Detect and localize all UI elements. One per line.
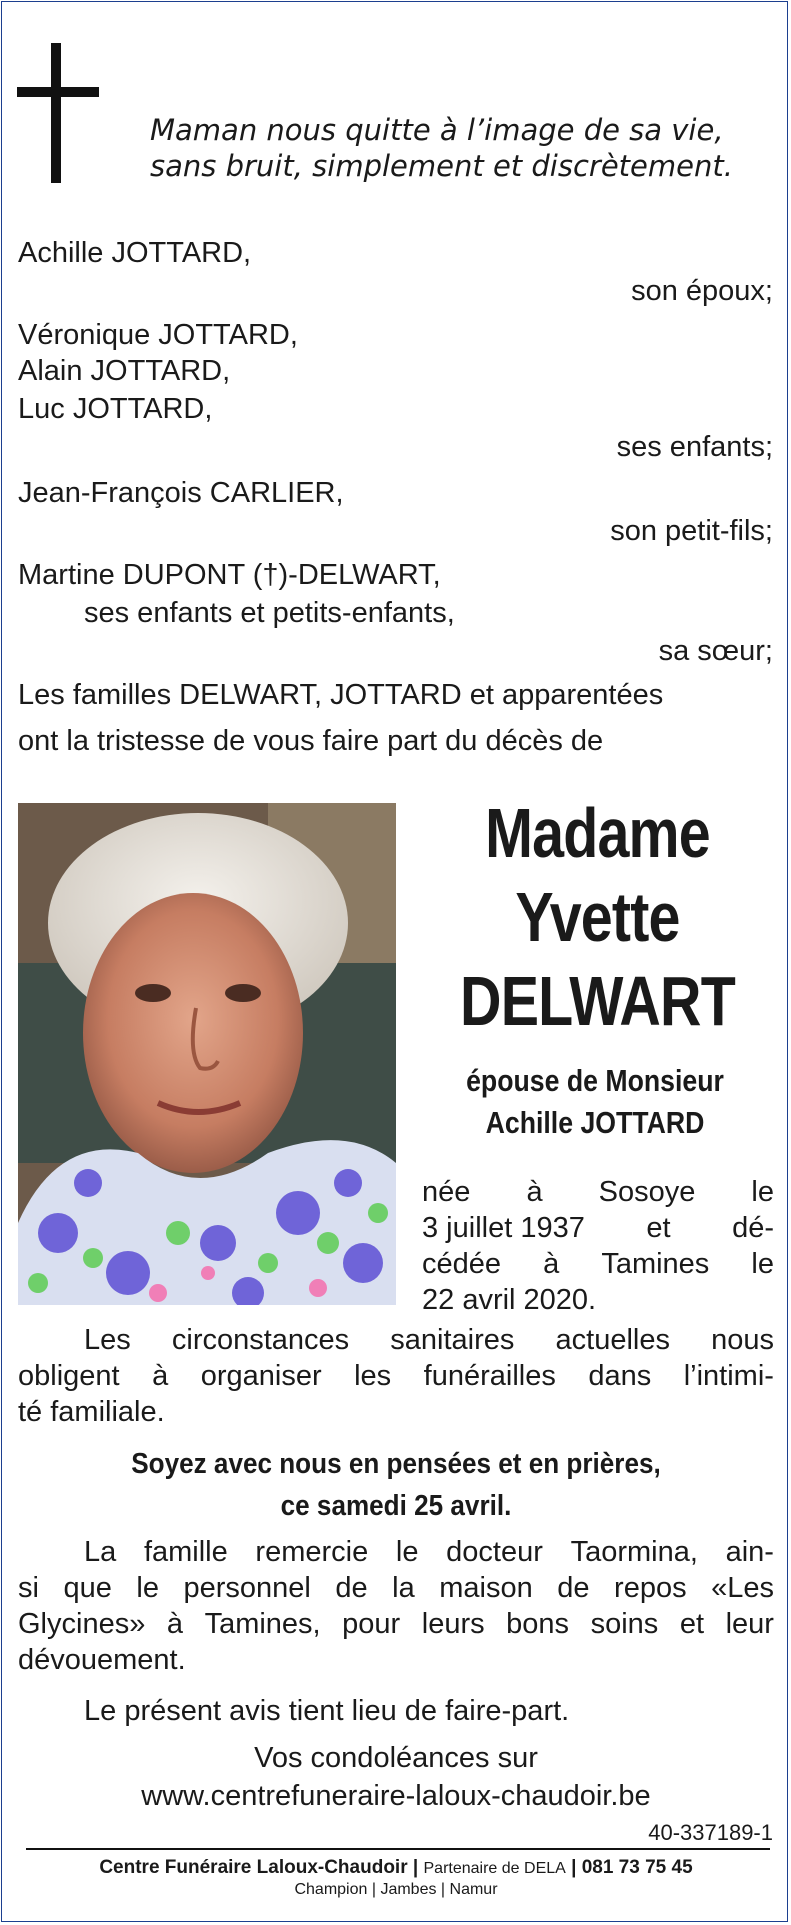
condolences-label: Vos condoléances sur	[254, 1742, 538, 1774]
word: les	[354, 1360, 392, 1392]
word: organiser	[200, 1360, 322, 1392]
word: bons	[506, 1608, 570, 1640]
word: et	[646, 1212, 671, 1244]
word: née	[422, 1176, 471, 1208]
word: Tamines	[601, 1248, 710, 1280]
word: à	[166, 1608, 184, 1640]
footer-line	[18, 1856, 774, 1881]
word: à	[543, 1248, 560, 1280]
relation-label: ses enfants;	[616, 431, 773, 463]
word: Sosoye	[598, 1176, 696, 1208]
family-name: Alain JOTTARD,	[18, 355, 231, 387]
paragraph-line	[18, 1642, 774, 1678]
paragraph-line	[18, 1322, 774, 1358]
birth-line	[422, 1282, 774, 1318]
deceased-photo	[18, 803, 396, 1305]
word: le	[751, 1176, 774, 1208]
paragraph-line	[18, 1570, 774, 1606]
word: leur	[725, 1608, 774, 1640]
word: la	[392, 1572, 415, 1604]
word: ain-	[725, 1536, 774, 1568]
word: de	[557, 1572, 590, 1604]
word: La	[84, 1536, 117, 1568]
birth-line	[422, 1174, 774, 1210]
partner-label: Partenaire de DELA	[423, 1860, 566, 1877]
reference-number: 40-337189-1	[648, 1820, 773, 1845]
word: 3 juillet 1937	[422, 1212, 585, 1244]
word: maison	[439, 1572, 533, 1604]
epitaph-quote	[150, 112, 770, 184]
word: nous	[711, 1324, 774, 1356]
paragraph-line	[18, 1358, 774, 1394]
word: à	[152, 1360, 169, 1392]
separator: |	[571, 1857, 577, 1878]
cross-icon	[17, 43, 99, 183]
word: cédée	[422, 1248, 502, 1280]
word: repos	[614, 1572, 687, 1604]
word: sanitaires	[390, 1324, 515, 1356]
word: le	[136, 1572, 159, 1604]
family-name: Véronique JOTTARD,	[18, 319, 298, 351]
word: leurs	[421, 1608, 485, 1640]
thanks-paragraph	[18, 1534, 774, 1678]
word: personnel	[183, 1572, 311, 1604]
birth-line	[422, 1210, 774, 1246]
paragraph-line	[18, 1606, 774, 1642]
word: et	[679, 1608, 705, 1640]
word: que	[63, 1572, 112, 1604]
word: le	[395, 1536, 419, 1568]
family-name: Martine DUPONT (†)-DELWART,	[18, 559, 441, 591]
footer-locations: Champion | Jambes | Namur	[294, 1881, 498, 1898]
spouse-line: Achille JOTTARD	[485, 1105, 705, 1140]
birth-line	[422, 1246, 774, 1282]
company-name: Centre Funéraire Laloux-Chaudoir	[99, 1857, 408, 1878]
prayer-date: ce samedi 25 avril.	[280, 1490, 512, 1522]
word: de	[335, 1572, 368, 1604]
circumstances-paragraph	[18, 1322, 774, 1430]
word: obligent	[18, 1360, 120, 1392]
word: dans	[588, 1360, 652, 1392]
word: l’intimi-	[683, 1360, 774, 1392]
family-name: Achille JOTTARD,	[18, 237, 252, 269]
relation-label: son petit-fils;	[610, 515, 773, 547]
word: funérailles	[423, 1360, 556, 1392]
footer-divider	[26, 1848, 770, 1850]
word: 22 avril 2020.	[422, 1284, 597, 1316]
relation-label: son époux;	[631, 275, 773, 307]
spouse-line: épouse de Monsieur	[466, 1063, 724, 1098]
separator: |	[412, 1857, 419, 1878]
condolences-link[interactable]: www.centrefuneraire-laloux-chaudoir.be	[141, 1780, 651, 1812]
word: Tamines,	[204, 1608, 321, 1640]
word: si	[18, 1572, 39, 1604]
announcement-line: ont la tristesse de vous faire part du décès de	[18, 725, 604, 757]
word: Glycines»	[18, 1608, 146, 1640]
word: famille	[143, 1536, 228, 1568]
notice-statement: Le présent avis tient lieu de faire-part.	[84, 1695, 570, 1727]
word: pour	[342, 1608, 401, 1640]
word: circonstances	[171, 1324, 350, 1356]
relation-label: sa sœur;	[658, 635, 773, 667]
word: à	[526, 1176, 543, 1208]
deceased-title: Madame	[485, 794, 710, 872]
word: remercie	[255, 1536, 369, 1568]
paragraph-line	[18, 1394, 774, 1430]
deceased-first-name: Yvette	[515, 878, 680, 956]
family-name: ses enfants et petits-enfants,	[84, 597, 455, 629]
word: dévouement.	[18, 1644, 186, 1676]
word: Taormina,	[570, 1536, 698, 1568]
prayer-line: Soyez avec nous en pensées et en prières,	[131, 1448, 661, 1480]
quote-line: sans bruit, simplement et discrètement.	[150, 149, 733, 183]
word: actuelles	[555, 1324, 670, 1356]
paragraph-line	[18, 1534, 774, 1570]
family-name: Luc JOTTARD,	[18, 393, 213, 425]
word: Les	[84, 1324, 131, 1356]
word: dé-	[732, 1212, 774, 1244]
announcement-line: Les familles DELWART, JOTTARD et apparentées	[18, 679, 664, 711]
family-name: Jean-François CARLIER,	[18, 477, 344, 509]
word: té familiale.	[18, 1396, 165, 1428]
word: «Les	[711, 1572, 774, 1604]
quote-line: Maman nous quitte à l’image de sa vie,	[150, 113, 724, 147]
phone-number: 081 73 75 45	[581, 1857, 693, 1878]
deceased-last-name: DELWART	[460, 962, 735, 1040]
word: docteur	[446, 1536, 543, 1568]
word: soins	[590, 1608, 659, 1640]
birth-death-details	[422, 1174, 774, 1318]
word: le	[751, 1248, 774, 1280]
